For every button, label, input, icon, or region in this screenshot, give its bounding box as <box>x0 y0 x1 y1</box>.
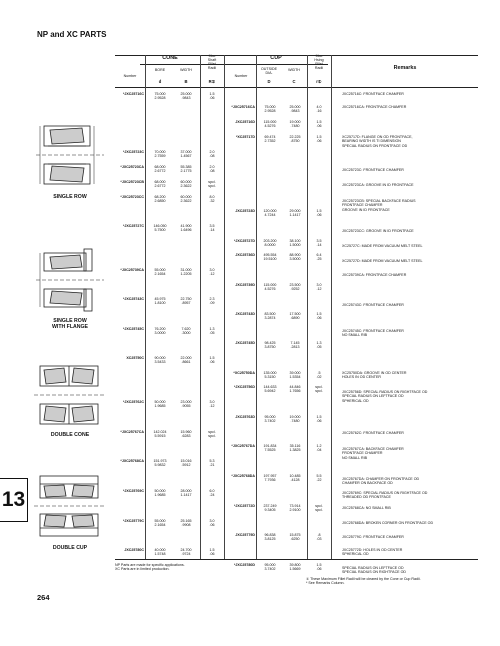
table-row: 495.554 19.5100 <box>263 253 277 262</box>
housing-radius-symbol: r① <box>316 79 322 84</box>
table-row: 19.000 .7480 <box>289 415 301 424</box>
table-row: 76.200 3.0000 <box>154 327 166 336</box>
table-row: JXC25739D <box>235 283 255 287</box>
table-row: 68.200 2.6850 <box>154 195 166 204</box>
list-item: JXC25756D: SPECIAL RADIUS ON RIGHTFACE OD SPECIAL RADIUS ON LEFTFACE OD SPHERICAL OD <box>342 390 428 403</box>
table-row: 1.2 .04 <box>316 444 322 453</box>
table-row: *JXC25780D <box>234 563 255 567</box>
table-row: 1.5 .06 <box>316 135 322 144</box>
cup-width-header: WIDTH <box>288 68 300 72</box>
table-row: 23.500 .9252 <box>289 283 301 292</box>
list-item: JXC25723CC: GROOVE IN ID FRONTFACE <box>342 229 414 233</box>
chapter-tab: 13 <box>0 478 28 522</box>
cup-header: CUP <box>270 55 282 61</box>
table-row: 1.5 .06 <box>209 548 215 557</box>
table-row: 19.000 .7480 <box>289 120 301 129</box>
table-row: 29.000 1.1417 <box>289 209 301 218</box>
table-row: 115.000 4.5276 <box>263 120 277 129</box>
table-row: JXC25723D <box>235 209 255 213</box>
table-row: JXC25780C <box>124 548 144 552</box>
table-row: 3.5 .14 <box>209 224 215 233</box>
bore-symbol: d <box>158 79 162 84</box>
table-row: .5 .02 <box>316 371 322 380</box>
table-row: JXC25763D <box>235 415 255 419</box>
table-row: *JXC25768CA <box>120 459 144 463</box>
table-row: 1.5 .06 <box>316 563 322 572</box>
table-row: 120.000 4.7244 <box>263 209 277 218</box>
footnote-right: ① These Maximum Fillet Radii will be cleared by the Cone or Cup Radii. * See Remarks Column. <box>306 577 421 586</box>
table-row: 41.900 1.6496 <box>180 224 192 233</box>
table-row: 60.000 2.3622 <box>180 180 192 189</box>
table-row: *JXC25769C <box>123 489 144 493</box>
table-row: JXC25736D <box>235 253 255 257</box>
divider-remarks <box>331 55 332 559</box>
table-row: 39.800 1.5669 <box>289 563 301 572</box>
divider-cone-cup <box>224 55 225 559</box>
list-item: XC25717D: FLANGE ON OD FRONTFACE, BEARING WIDTH IS TI DIMENSION SPECIAL RADIUS ON FRONTFACE OD <box>342 135 413 148</box>
table-row: 7.145 .2813 <box>290 341 300 350</box>
table-row: 83.500 3.2874 <box>264 312 276 321</box>
table-row: 22.000 .8661 <box>180 356 192 365</box>
table-row: *JXC25727D <box>234 239 255 243</box>
table-row: 3.0 .12 <box>209 268 215 277</box>
table-row: 197.957 7.7936 <box>263 474 277 483</box>
table-row: 55.000 2.1654 <box>154 519 166 528</box>
table-row: 55.000 2.1654 <box>154 268 166 277</box>
table-row: *JXC25743C <box>123 297 144 301</box>
table-row: 68.000 2.6772 <box>154 180 166 189</box>
remarks-header: Remarks <box>393 65 417 71</box>
table-row: 88.900 3.5000 <box>289 253 301 262</box>
table-row: 23.000 .9055 <box>180 400 192 409</box>
shaft-radius-symbol: R① <box>208 79 216 84</box>
page-number: 264 <box>37 593 50 602</box>
table-row: 1.3 .05 <box>209 327 215 336</box>
table-row: 2.3 .09 <box>209 297 215 306</box>
table-row: 24.700 .9724 <box>180 548 192 557</box>
single-row-bearing-drawing <box>30 120 110 190</box>
table-row: 17.500 .6890 <box>289 312 301 321</box>
table-row: 3.5 .14 <box>316 239 322 248</box>
list-item: JXC25779C: FRONTFACE CHAMFER <box>342 535 404 539</box>
table-row: *JXC25768DA <box>231 474 255 478</box>
table-row: 6.4 .25 <box>316 253 322 262</box>
list-item: SPECIAL RADIUS ON LEFTFACE OD SPECIAL RADIUS ON RIGHTFACE OD <box>342 566 406 575</box>
list-item: JXC25745C: FRONTFACE CHAMFER NO SMALL RIB <box>342 329 404 338</box>
table-row: 22.750 .8957 <box>180 297 192 306</box>
table-row: 7.620 .3000 <box>181 327 191 336</box>
table-row: 135.000 5.3150 <box>263 371 277 380</box>
list-item: JXC25768DA: BROKEN CORNER ON FRONTFACE OD <box>342 521 434 525</box>
table-row: 50.000 1.9685 <box>154 400 166 409</box>
table-row: 96.838 3.8125 <box>264 533 276 542</box>
cup-width-symbol: C <box>292 79 296 84</box>
table-row: 40.000 1.5748 <box>154 548 166 557</box>
table-row: *JXC25723C <box>123 150 144 154</box>
footnote-left: NP Parts are made for specific applications. XC Parts are in limited production. <box>115 563 185 572</box>
table-row: 8.0 .32 <box>209 195 215 204</box>
header-mid-rule <box>140 64 328 65</box>
table-row: 95.000 3.7402 <box>264 415 276 424</box>
bore-header: BORE <box>154 68 166 72</box>
list-item: JXC25767CA: BACKFACE CHAMFER FRONTFACE CHAMFER NO SMALL RIB <box>342 447 404 460</box>
table-row: 70.000 2.7559 <box>154 150 166 159</box>
list-item: JXC25739CA: FRONTFACE CHAMFER <box>342 273 407 277</box>
table-row: JXC25779D <box>235 533 255 537</box>
table-row: *JXC25745C <box>123 327 144 331</box>
table-row: JXC25716D <box>235 120 255 124</box>
table-row: *JXC25727C <box>123 224 144 228</box>
table-row: 203.200 8.0000 <box>263 239 277 248</box>
cone-number-header: Number <box>123 74 137 78</box>
table-row: 1.5 .06 <box>209 356 215 365</box>
table-row: spcl. spcl. <box>208 180 216 189</box>
table-row: *JXC25756D <box>234 385 255 389</box>
table-row: *JXC25739CA <box>120 268 144 272</box>
section-title: NP and XC PARTS <box>37 30 107 39</box>
divider-cone-radius <box>200 55 201 559</box>
table-row: 22.225 .8750 <box>289 135 301 144</box>
table-row: *JXC25762C <box>123 400 144 404</box>
list-item: JXC25769C: SPECIAL RADIUS ON RIGHTFACE OD THREADED OD FRONTFACE <box>342 491 428 500</box>
table-row: 1.5 .06 <box>316 415 322 424</box>
table-row: *JXC25716CA <box>231 105 255 109</box>
max-shaft-fillet-header: Max Shaft Fillet Radii <box>207 54 217 70</box>
table-row: 75.000 2.9528 <box>154 92 166 101</box>
table-row: 55.385 2.1775 <box>180 165 192 174</box>
double-cup-bearing-drawing <box>30 470 110 542</box>
table-row: 3.0 .12 <box>316 283 322 292</box>
table-row: 45.975 1.8100 <box>154 297 166 306</box>
list-item: JXC25716CA: FRONTFACE CHAMFER <box>342 105 407 109</box>
list-item: XC25727D: MADE FROM VACUUM MELT STEEL <box>342 259 423 263</box>
table-row: spcl. spcl. <box>315 504 323 513</box>
table-row: spcl. spcl. <box>208 430 216 439</box>
header-bottom-rule <box>115 87 478 88</box>
table-row: 25.165 .9908 <box>180 519 192 528</box>
single-row-flange-label: SINGLE ROW WITH FLANGE <box>51 318 89 330</box>
table-row: 6.0 .24 <box>209 489 215 498</box>
list-item: JXC25743C: FRONTFACE CHAMFER <box>342 303 404 307</box>
list-item: JXC25723C: FRONTFACE CHAMFER <box>342 168 404 172</box>
table-row: 15.960 .6283 <box>180 430 192 439</box>
table-row: 60.000 2.3622 <box>180 195 192 204</box>
table-row: 3.0 .06 <box>209 519 215 528</box>
table-row: 15.016 .5912 <box>180 459 192 468</box>
list-item: JXC25723CA: GROOVE IN ID FRONTFACE <box>342 183 414 187</box>
table-row: *JXC25772D <box>234 504 255 508</box>
table-row: *JXC25767DA <box>231 444 255 448</box>
table-row: 237.249 9.3405 <box>263 504 277 513</box>
table-row: 151.973 5.9832 <box>153 459 167 468</box>
table-row: *JXC25779C <box>123 519 144 523</box>
outside-dia-symbol: D <box>267 79 271 84</box>
table-row: 142.024 5.5915 <box>153 430 167 439</box>
table-row: *JXC25716C <box>123 92 144 96</box>
table-row: 68.000 2.6772 <box>154 165 166 174</box>
table-row: 15.875 .6250 <box>289 533 301 542</box>
table-row: 73.914 2.9100 <box>289 504 301 513</box>
list-item: JXC25723CB: SPECIAL BACKFACE RADIUS FRONTFACE CHAMFER GROOVE IN ID FRONTFACE <box>342 199 416 212</box>
cone-width-symbol: B <box>184 79 188 84</box>
table-row: 4.0 .16 <box>316 105 322 114</box>
table-row: *JXC25723CB <box>120 180 144 184</box>
table-row: 69.474 2.7352 <box>264 135 276 144</box>
table-bottom-rule <box>115 559 478 560</box>
table-row: .8 .03 <box>316 533 322 542</box>
table-row: 95.000 3.7402 <box>264 563 276 572</box>
table-row: 2.0 .08 <box>209 150 215 159</box>
table-row: 75.000 2.9528 <box>264 105 276 114</box>
table-row: 2.0 .08 <box>209 165 215 174</box>
table-row: 38.100 1.5000 <box>289 239 301 248</box>
cone-header: CONE <box>162 55 178 61</box>
table-row: 1.5 .06 <box>316 120 322 129</box>
divider-cup-number <box>256 55 257 559</box>
double-cone-bearing-drawing <box>30 360 110 430</box>
list-item: JXC25762C: FRONTFACE CHAMFER <box>342 431 404 435</box>
table-row: *XC25750DA <box>233 371 255 375</box>
table-row: *XC25717D <box>236 135 255 139</box>
table-row: 5.5 .22 <box>316 474 322 483</box>
table-row: 35.116 1.3825 <box>289 444 301 453</box>
table-row: 146.050 5.7500 <box>153 224 167 233</box>
single-row-label: SINGLE ROW <box>53 194 87 200</box>
max-housing-fillet-header: Max Hsing Fillet Radii <box>314 54 324 70</box>
table-row: 144.633 5.6942 <box>263 385 277 394</box>
table-row: 5.3 .21 <box>209 459 215 468</box>
cone-width-header: WIDTH <box>180 68 192 72</box>
table-row: 1.5 .06 <box>209 92 215 101</box>
list-item: XC25727C: MADE FROM VACUUM MELT STEEL <box>342 244 423 248</box>
list-item: JXC25768CA: NO SMALL RIB <box>342 506 391 510</box>
table-row: 191.834 7.5525 <box>263 444 277 453</box>
table-row: 31.000 1.2205 <box>180 268 192 277</box>
table-row: *JXC25723CC <box>120 195 144 199</box>
list-item: JXC25772D: HOLES IN OD CENTER SPHERICAL OD <box>342 548 403 557</box>
cup-number-header: Number <box>234 74 248 78</box>
table-row: 44.846 1.7656 <box>289 385 301 394</box>
table-row: 37.000 1.4567 <box>180 150 192 159</box>
list-item: XC25750DA: GROOVE IN OD CENTER HOLES IN OD CENTER <box>342 371 407 380</box>
divider-cup-radius <box>307 55 308 559</box>
table-row: 98.425 3.8750 <box>264 341 276 350</box>
table-row: 90.000 3.5433 <box>154 356 166 365</box>
table-row: 50.000 1.9685 <box>154 489 166 498</box>
double-cone-label: DOUBLE CONE <box>50 432 90 438</box>
header-top-rule <box>115 55 478 56</box>
table-row: 115.000 4.5276 <box>263 283 277 292</box>
table-row: 1.5 .06 <box>316 312 322 321</box>
single-row-flange-bearing-drawing <box>30 245 110 315</box>
table-row: 39.000 1.5354 <box>289 371 301 380</box>
outside-dia-header: OUTSIDE DIA. <box>261 67 277 75</box>
table-row: XC25750C <box>126 356 144 360</box>
table-row: *JXC25767CA <box>120 430 144 434</box>
table-row: 3.0 .12 <box>209 400 215 409</box>
list-item: JXC25767DA: CHAMFER ON FRONTFACE OD CHAMFER ON BACKFACE OD <box>342 477 420 486</box>
table-row: JXC25743D <box>235 312 255 316</box>
table-row: 10.485 .4128 <box>289 474 301 483</box>
double-cup-label: DOUBLE CUP <box>52 545 88 551</box>
table-row: JXC25745D <box>235 341 255 345</box>
table-row: 28.000 1.1417 <box>180 489 192 498</box>
table-row: 25.000 .9843 <box>289 105 301 114</box>
table-row: 1.3 .05 <box>316 341 322 350</box>
table-row: *JXC25723CA <box>120 165 144 169</box>
list-item: JXC25716C: FRONTFACE CHAMFER <box>342 92 404 96</box>
table-row: 25.000 .9843 <box>180 92 192 101</box>
divider-cone-number <box>145 55 146 559</box>
table-row: spcl. spcl. <box>315 385 323 394</box>
table-row: 1.5 .06 <box>316 209 322 218</box>
